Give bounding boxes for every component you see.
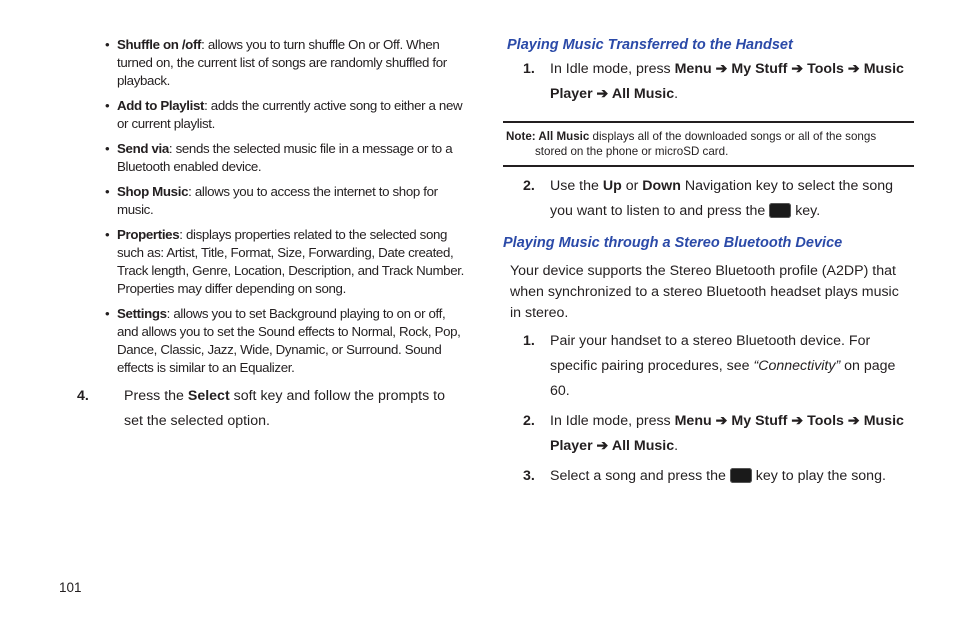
section-heading: Playing Music Transferred to the Handset (507, 37, 793, 53)
step-2: 2. Use the Up or Down Navigation key to select the song you want to listen to and press the key. (523, 178, 894, 219)
right-column (503, 36, 911, 489)
bullet-item: • Settings: allows you to set Background playing to on or off, and allows you to set the Sound effects to Normal, Rock, Pop, Dance, Classic, Jazz, Wide, Dynamic, or Surround. Sound effects is similar to an Equalizer. (105, 306, 461, 375)
note-box: Note: All Music displays all of the downloaded songs or all of the songs stored on the phone or microSD card. (503, 121, 914, 167)
bullet-item: • Shop Music: allows you to access the internet to shop for music. (105, 184, 438, 217)
select-key-icon (730, 468, 752, 483)
select-key-icon (769, 203, 791, 218)
step-1: 1. In Idle mode, press Menu ➔ My Stuff ➔ Tools ➔ Music Player ➔ All Music. (523, 61, 904, 102)
step-1: 1. Pair your handset to a stereo Bluetooth device. For specific pairing procedures, see “Connectivity” on page 60. (523, 333, 896, 399)
bullet-item: • Send via: sends the selected music file in a message or to a Bluetooth enabled device. (105, 141, 453, 174)
bullet-item: • Shuffle on /off: allows you to turn shuffle On or Off. When turned on, the current list of songs are randomly shuffled for playback. (105, 37, 447, 88)
left-column (77, 36, 465, 434)
body-paragraph: Your device supports the Stereo Bluetooth profile (A2DP) that when synchronized to a stereo Bluetooth headset plays music in stereo. (510, 263, 899, 321)
step-2: 2. In Idle mode, press Menu ➔ My Stuff ➔ Tools ➔ Music Player ➔ All Music. (523, 413, 904, 454)
bullet-item: • Add to Playlist: adds the currently active song to either a new or current playlist. (105, 98, 463, 131)
step-4: 4. Press the Select soft key and follow the prompts to set the selected option. (77, 388, 445, 429)
step-3: 3. Select a song and press the key to play the song. (523, 468, 886, 484)
section-heading: Playing Music through a Stereo Bluetooth Device (503, 235, 843, 251)
page-number: 101 (59, 580, 82, 595)
bullet-item: • Properties: displays properties related to the selected song such as: Artist, Title, Format, Size, Forwarding, Date created, Track length, Genre, Location, Description, and Track Number. Properties may differ depending on song. (105, 227, 464, 296)
